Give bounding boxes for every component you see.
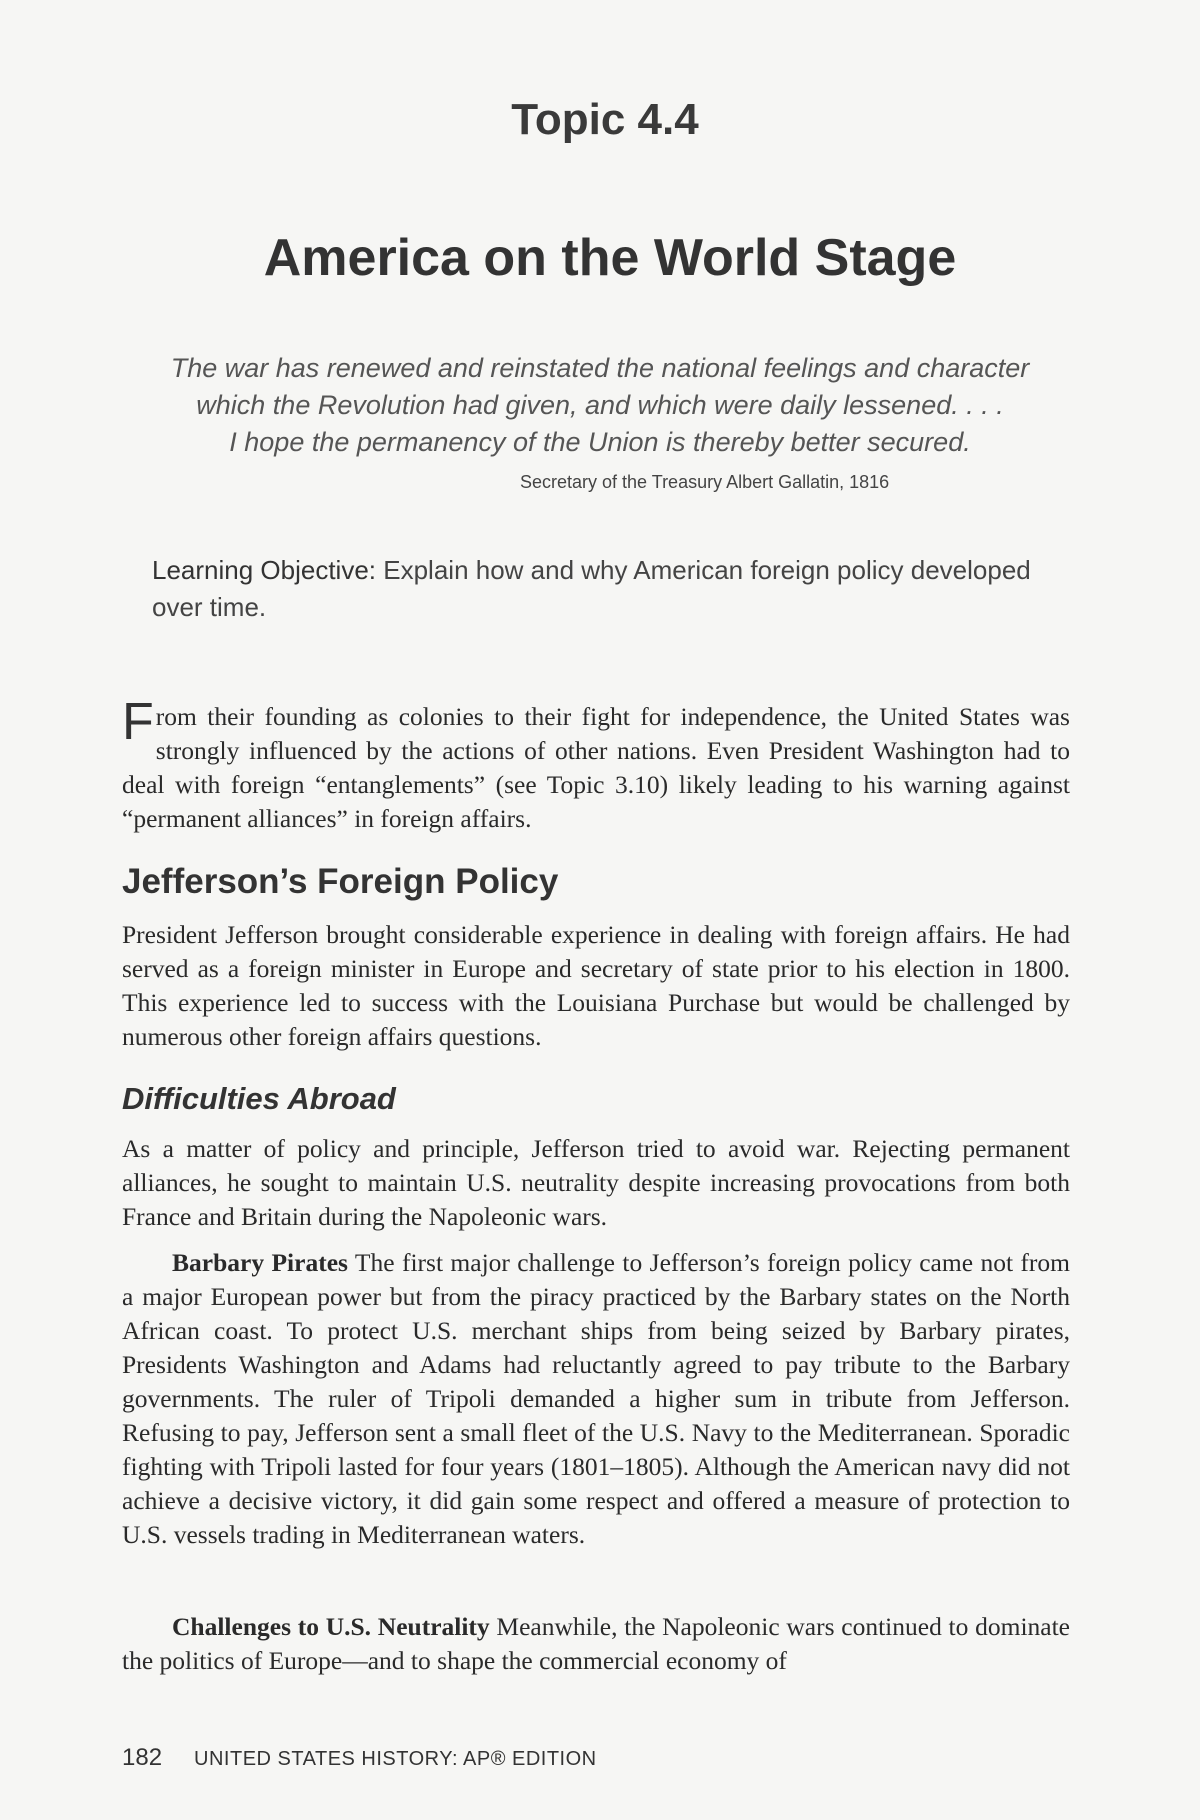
drop-cap: F bbox=[122, 693, 154, 751]
paragraph-text: Meanwhile, the Napoleonic wars continued to dominate the politics of Europe—and to shape the commercial economy of bbox=[122, 1612, 1071, 1675]
topic-label-text: Topic 4.4 bbox=[511, 95, 699, 144]
epigraph-line: I hope the permanency of the Union is thereby better secured. bbox=[229, 427, 971, 457]
running-title: UNITED STATES HISTORY: AP® EDITION bbox=[194, 1748, 597, 1770]
neutrality-paragraph bbox=[122, 1610, 1070, 1678]
barbary-pirates-paragraph bbox=[122, 1246, 1070, 1552]
intro-paragraph bbox=[122, 693, 1070, 836]
subsection-heading: Difficulties Abroad bbox=[122, 1081, 396, 1116]
learning-objective bbox=[152, 552, 1032, 626]
page-number: 182 bbox=[122, 1744, 163, 1771]
run-in-heading: Barbary Pirates bbox=[172, 1248, 348, 1277]
page-footer bbox=[122, 1744, 597, 1772]
section-paragraph: President Jefferson brought considerable experience in dealing with foreign affairs. He had served as a foreign minister in Europe and secretary of state prior to his election in 1800. This experience led to success with the Louisiana Purchase but would be challenged by numerous other foreign affairs questions. bbox=[122, 920, 1070, 1051]
epigraph-line: which the Revolution had given, and which were daily lessened. . . . bbox=[196, 390, 1004, 420]
epigraph-attribution: Secretary of the Treasury Albert Gallatin, 1816 bbox=[520, 472, 890, 492]
page-title-text: America on the World Stage bbox=[263, 229, 957, 287]
learning-objective-label: Learning Objective: bbox=[152, 555, 377, 585]
intro-text: rom their founding as colonies to their fight for independence, the United States was strongly influenced by the actions of other nations. Even President Washington had to deal with foreign “entanglements” (see Topic 3.10) likely leading to his warning against “permanent alliances” in foreign affairs. bbox=[122, 702, 1070, 833]
learning-objective-text: Explain how and why American foreign policy developed over time. bbox=[152, 555, 1031, 622]
topic-label bbox=[0, 95, 1200, 145]
epigraph-line: The war has renewed and reinstated the national feelings and character bbox=[170, 353, 1030, 383]
section-heading: Jefferson’s Foreign Policy bbox=[122, 862, 559, 901]
paragraph-text: The first major challenge to Jefferson’s foreign policy came not from a major European power but from the piracy practiced by the Barbary states on the North African coast. To protect U.S. merchant ships from being seized by Barbary pirates, Presidents Washington and Adams had reluctantly agreed to pay tribute to the Barbary governments. The ruler of Tripoli demanded a higher sum in tribute from Jefferson. Refusing to pay, Jefferson sent a small fleet of the U.S. Navy to the Mediterranean. Sporadic fighting with Tripoli lasted for four years (1801–1805). Although the American navy did not achieve a decisive victory, it did gain some respect and offered a measure of protection to U.S. vessels trading in Mediterranean waters. bbox=[122, 1248, 1070, 1549]
epigraph bbox=[130, 350, 1070, 461]
subsection-paragraph: As a matter of policy and principle, Jefferson tried to avoid war. Rejecting permanent alliances, he sought to maintain U.S. neutrality despite increasing provocations from both France and Britain during the Napoleonic wars. bbox=[122, 1134, 1070, 1231]
run-in-heading: Challenges to U.S. Neutrality bbox=[172, 1612, 490, 1641]
page-title bbox=[0, 228, 1200, 288]
